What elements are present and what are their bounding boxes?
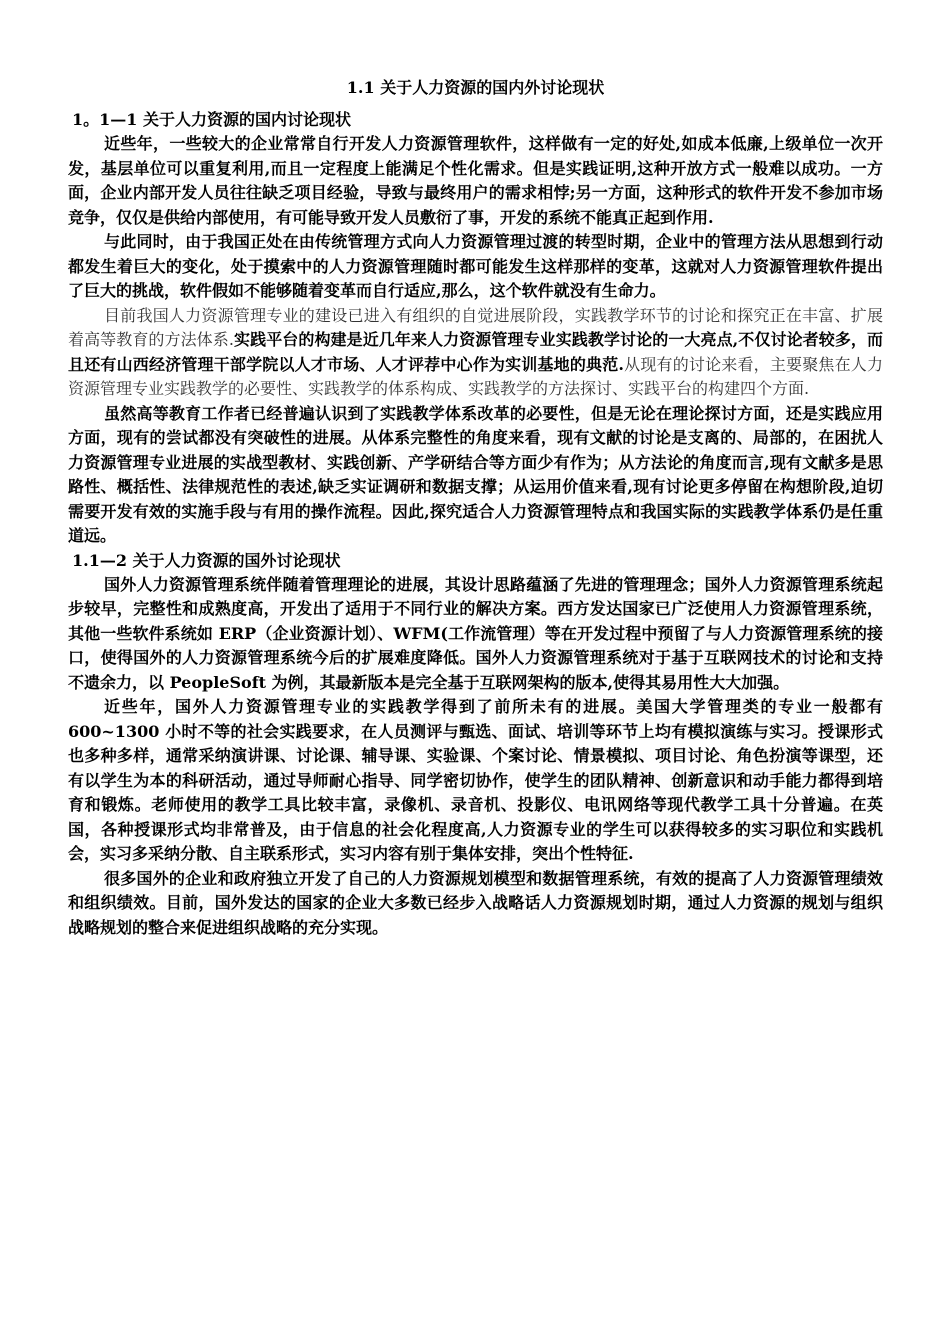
paragraph-1: 近些年，一些较大的企业常常自行开发人力资源管理软件，这样做有一定的好处,如成本低廉,上级单位一次开发，基层单位可以重复利用,而且一定程度上能满足个性化需求。但是实践证明,这种开放方式一般难以成功。一方面，企业内部开发人员往往缺乏项目经验，导致与最终用户的需求相悖;另一方面，这种形式的软件开发不参加市场竞争，仅仅是供给内部使用，有可能导致开发人员敷衍了事，开发的系统不能真正起到作用. bbox=[68, 134, 883, 227]
paragraph-3-part-a: 目前我国人力资源管理专业的建设已进入有组织的自觉进展阶段，实践教学环节的讨论和探究正在丰富、扩展着高等教育的方法体系. bbox=[68, 305, 883, 349]
section-heading-foreign: 1.1—2 关于人力资源的国外讨论现状 bbox=[72, 550, 341, 570]
paragraph-3-part-c: 从现有的讨论来看，主要聚焦在人力资源管理专业实践教学的必要性、实践教学的体系构成、实践教学的方法探讨、实践平台的构建四个方面. bbox=[68, 354, 883, 398]
paragraph-2: 与此同时，由于我国正处在由传统管理方式向人力资源管理过渡的转型时期，企业中的管理方法从思想到行动都发生着巨大的变化，处于摸索中的人力资源管理随时都可能发生这样那样的变革，这就对人力资源管理软件提出了巨大的挑战，软件假如不能够随着变革而自行适应,那么，这个软件就没有生命力。 bbox=[68, 232, 883, 300]
paragraph-3-part-b: 实践平台的构建是近几年来人力资源管理专业实践教学讨论的一大亮点,不仅讨论者较多，而且还有山西经济管理干部学院以人才市场、人才评荐中心作为实训基地的典范. bbox=[68, 330, 883, 374]
paragraph-4: 虽然高等教育工作者已经普遍认识到了实践教学体系改革的必要性，但是无论在理论探讨方面，还是实践应用方面，现有的尝试都没有突破性的进展。从体系完整性的角度来看，现有文献的讨论是支离的、局部的，在困扰人力资源管理专业进展的实战型教材、实践创新、产学研结合等方面少有作为；从方法论的角度而言,现有文献多是思路性、概括性、法律规范性的表述,缺乏实证调研和数据支撑；从运用价值来看,现有讨论更多停留在构想阶段,迫切需要开发有效的实施手段与有用的操作流程。因此,探究适合人力资源管理特点和我国实际的实践教学体系仍是任重道远。 bbox=[68, 403, 883, 545]
paragraph-6: 近些年，国外人力资源管理专业的实践教学得到了前所未有的进展。美国大学管理类的专业一般都有 600~1300 小时不等的社会实践要求，在人员测评与甄选、面试、培训等环节上均有模拟演练与实习。授课形式也多种多样，通常采纳演讲课、讨论课、辅导课、实验课、个案讨论、情景模拟、项目讨论、角色扮演等课型，还有以学生为本的科研活动，通过导师耐心指导、同学密切协作，使学生的团队精神、创新意识和动手能力都得到培育和锻炼。老师使用的教学工具比较丰富，录像机、录音机、投影仪、电讯网络等现代教学工具十分普遍。在英国，各种授课形式均非常普及，由于信息的社会化程度高,人力资源专业的学生可以获得较多的实习职位和实践机会，实习多采纳分散、自主联系形式，实习内容有别于集体安排，突出个性特征. bbox=[68, 697, 883, 863]
paragraph-5: 国外人力资源管理系统伴随着管理理论的进展，其设计思路蕴涵了先进的管理理念；国外人力资源管理系统起步较早，完整性和成熟度高，开发出了适用于不同行业的解决方案。西方发达国家已广泛使用人力资源管理系统，其他一些软件系统如 ERP（企业资源计划）、WFM(工作流管理）等在开发过程中预留了与人力资源管理系统的接口，使得国外的人力资源管理系统今后的扩展难度降低。国外人力资源管理系统对于基于互联网技术的讨论和支持不遗余力，以 PeopleSoft 为例，其最新版本是完全基于互联网架构的版本,使得其易用性大大加强。 bbox=[68, 574, 883, 692]
paragraph-3 bbox=[68, 304, 883, 402]
document-page bbox=[68, 70, 883, 940]
section-heading-domestic: 1。1—1 关于人力资源的国内讨论现状 bbox=[72, 110, 351, 129]
paragraph-7: 很多国外的企业和政府独立开发了自己的人力资源规划模型和数据管理系统，有效的提高了人力资源管理绩效和组织绩效。目前，国外发达的国家的企业大多数已经步入战略话人力资源规划时期，通过人力资源的规划与组织战略规划的整合来促进组织战略的充分实现。 bbox=[68, 868, 883, 937]
document-title: 1.1 关于人力资源的国内外讨论现状 bbox=[346, 78, 605, 97]
